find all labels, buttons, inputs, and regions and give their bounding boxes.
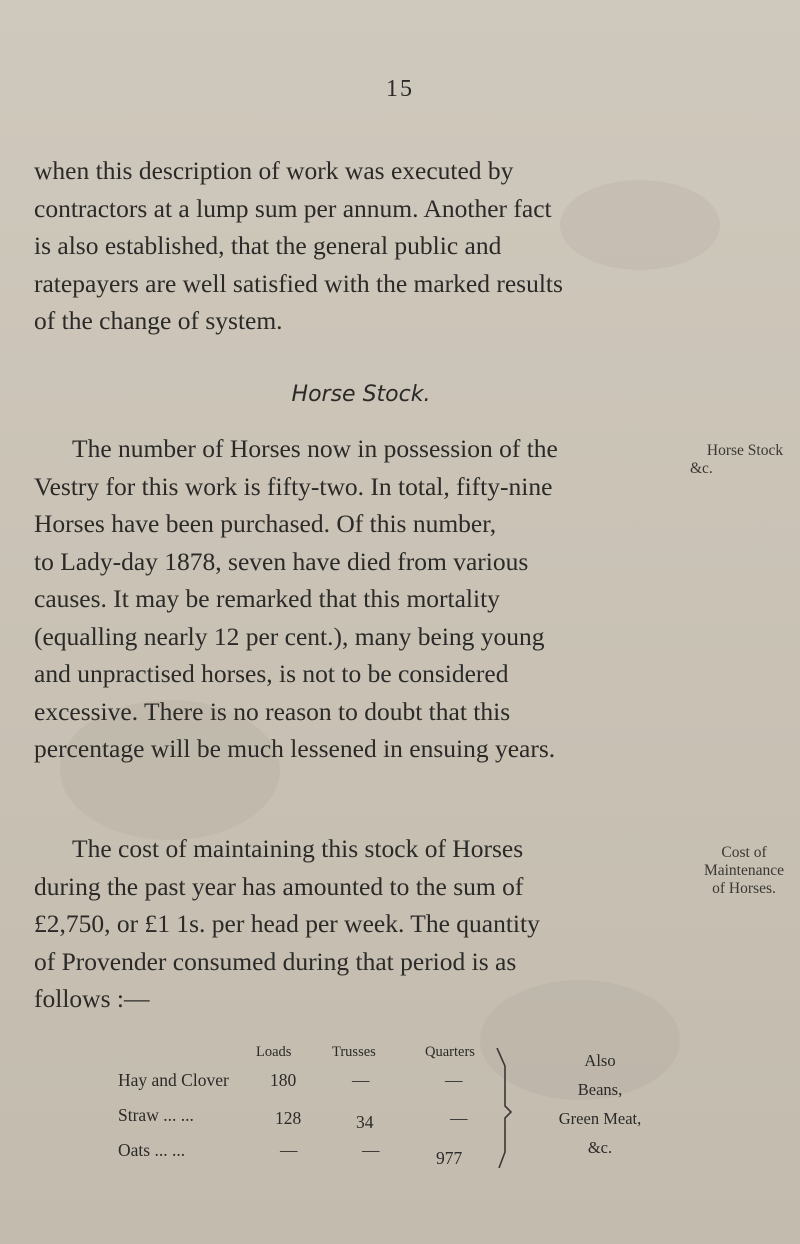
row-item-oats: Oats ... ... [118,1140,186,1160]
row-loads-straw: 128 [275,1108,302,1128]
margin-note-line: Cost of [721,844,767,861]
text-line: The cost of maintaining this stock of Horses [72,834,524,863]
brace-icon [493,1048,523,1168]
text-line: is also established, that the general public and [34,231,502,260]
text-line: during the past year has amounted to the sum of [34,871,524,901]
text-line: when this description of work was executed by [34,156,514,185]
text-line: The number of Horses now in possession of the [72,434,558,463]
text-line: and unpractised horses, is not to be considered [34,659,509,688]
margin-note-line: Maintenance [703,862,785,879]
row-trusses-oats: — [362,1140,380,1160]
text-line: of the change of system. [34,306,283,335]
margin-note-line: &c. [690,460,713,477]
column-header-loads: Loads [256,1044,292,1060]
maintenance-paragraph [34,830,689,1018]
row-item-hay: Hay and Clover [118,1070,229,1090]
row-loads-hay: 180 [270,1070,297,1090]
row-trusses-hay: — [352,1070,370,1090]
margin-note-line: Horse Stock [706,442,784,459]
row-loads-oats: — [280,1140,298,1160]
text-line: of Provender consumed during that period is as [34,946,517,976]
provender-table [100,1040,660,1170]
also-line: Also [584,1051,616,1070]
text-line: (equalling nearly 12 per cent.), many being young [34,621,545,651]
text-line: £2,750, or £1 1s. per head per week. The quantity [34,909,540,938]
row-quarters-hay: — [445,1070,463,1090]
text-line: to Lady-day 1878, seven have died from various [34,546,529,576]
text-line: Vestry for this work is fifty-two. In total, fifty-nine [34,471,553,501]
row-quarters-oats: 977 [436,1148,463,1168]
horse-stock-paragraph [34,430,689,768]
row-trusses-straw: 34 [356,1112,374,1132]
row-item-straw: Straw ... ... [118,1105,194,1125]
column-header-trusses: Trusses [332,1044,376,1060]
text-line: contractors at a lump sum per annum. Another fact [34,193,552,223]
text-line: follows :— [34,984,150,1013]
column-header-quarters: Quarters [425,1044,475,1060]
intro-paragraph [34,152,689,340]
section-heading-horse-stock: Horse Stock. [291,382,431,407]
text-line: causes. It may be remarked that this mortality [34,584,500,613]
text-line: ratepayers are well satisfied with the marked results [34,268,563,298]
row-quarters-straw: — [450,1108,468,1128]
text-line: Horses have been purchased. Of this number, [34,509,497,538]
margin-note-maintenance [688,844,800,898]
also-line: Green Meat, [558,1109,642,1128]
margin-note-line: of Horses. [712,880,776,897]
text-line: excessive. There is no reason to doubt that this [34,696,511,726]
margin-note-horse-stock [690,442,800,478]
page-number: 15 [386,76,414,102]
also-note [535,1046,665,1162]
also-line: &c. [587,1138,613,1157]
text-line: percentage will be much lessened in ensuing years. [34,734,556,763]
also-line: Beans, [577,1080,623,1099]
